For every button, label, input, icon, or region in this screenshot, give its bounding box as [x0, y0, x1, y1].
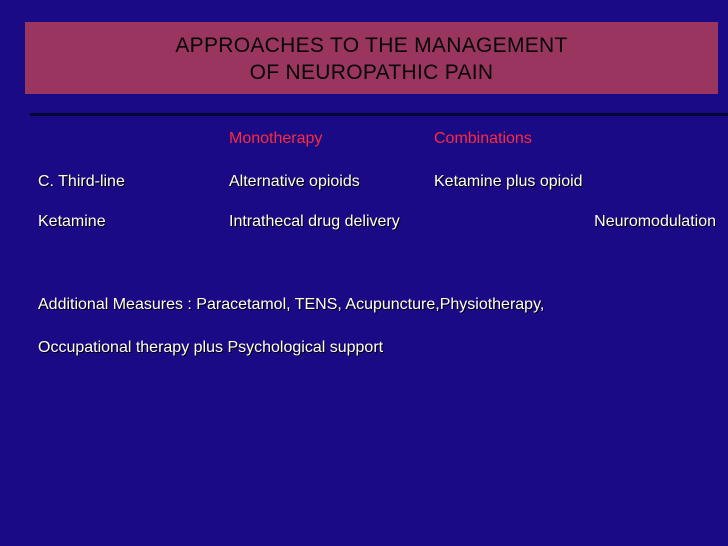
row2-label: Ketamine — [38, 213, 106, 230]
header-monotherapy: Monotherapy — [229, 130, 323, 147]
row2-combination: Neuromodulation — [594, 213, 716, 230]
slide-title-line-2: OF NEUROPATHIC PAIN — [249, 61, 494, 84]
row1-monotherapy: Alternative opioids — [229, 173, 360, 190]
row2-monotherapy: Intrathecal drug delivery — [229, 213, 400, 230]
title-banner — [25, 22, 718, 97]
header-combinations: Combinations — [434, 130, 532, 147]
additional-measures-line-2: Occupational therapy plus Psychological support — [38, 339, 384, 356]
divider-rule — [30, 113, 728, 116]
slide-title-line-1: APPROACHES TO THE MANAGEMENT — [175, 34, 568, 57]
additional-measures-line-1: Additional Measures : Paracetamol, TENS, Acupuncture,Physiotherapy, — [38, 296, 545, 313]
row1-combination: Ketamine plus opioid — [434, 173, 583, 190]
row1-label: C. Third-line — [38, 173, 125, 190]
